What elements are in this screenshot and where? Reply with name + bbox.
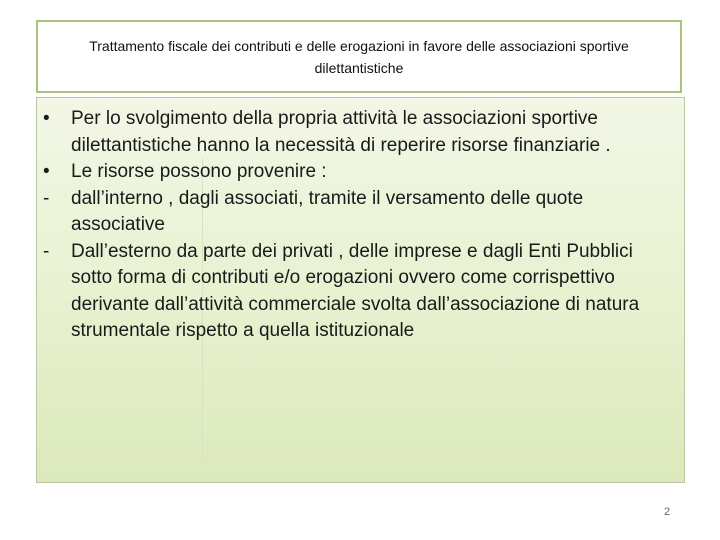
dash-marker: - (43, 187, 50, 209)
page-number: 2 (664, 506, 671, 518)
content-box (36, 97, 685, 483)
bullet-text: Dall’esterno da parte dei privati , delle imprese e dagli Enti Pubblici sotto forma di contributi e/o erogazioni ovvero come corrispettivo derivante dall’attività commerciale svolta dall’associazione di natura strumentale rispetto a quella istituzionale (71, 240, 640, 341)
bullet-text: Per lo svolgimento della propria attività le associazioni sportive dilettantistiche hanno la necessità di reperire risorse finanziarie . (71, 108, 611, 156)
bullet-item (43, 106, 674, 159)
bullet-text: dall’interno , dagli associati, tramite il versamento delle quote associative (71, 187, 584, 235)
bullet-text: Le risorse possono provenire : (71, 161, 327, 182)
bullet-marker: • (43, 161, 50, 182)
bullet-item (43, 239, 674, 345)
bullet-list (43, 106, 674, 345)
bullet-item (43, 159, 674, 186)
title-box (36, 20, 682, 93)
bullet-marker: • (43, 108, 50, 129)
dash-marker: - (43, 240, 50, 262)
bullet-item (43, 186, 674, 239)
slide-title: Trattamento fiscale dei contributi e delle erogazioni in favore delle associazioni sportive dilettantistiche (89, 37, 629, 76)
